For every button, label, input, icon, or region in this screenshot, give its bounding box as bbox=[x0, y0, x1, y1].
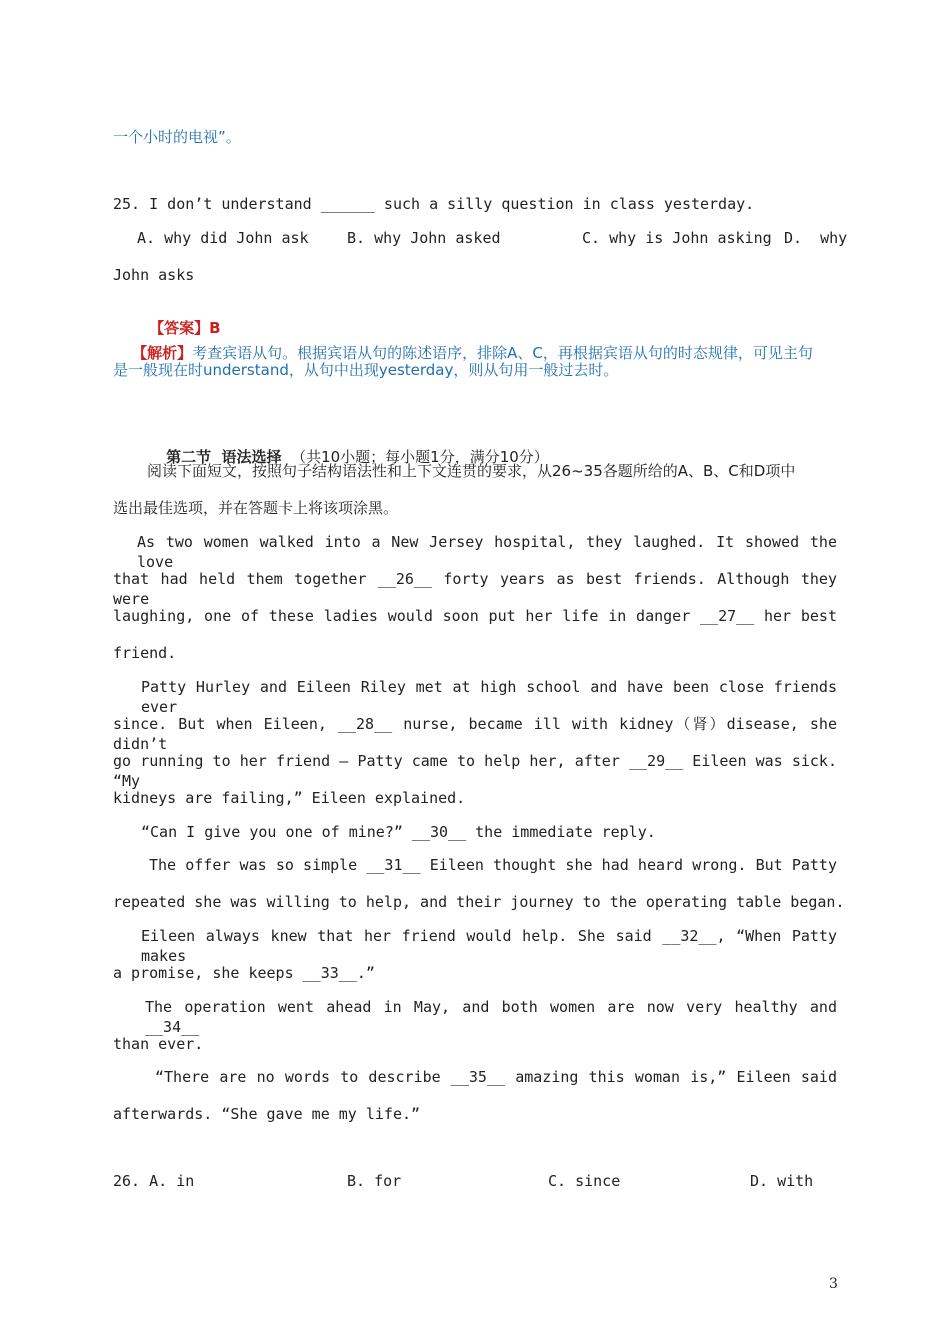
passage-line: afterwards. “She gave me my life.” bbox=[113, 1105, 421, 1123]
passage-line: As two women walked into a New Jersey hospital, they laughed. It showed the love bbox=[137, 533, 837, 571]
q26-option-c: C. since bbox=[548, 1172, 621, 1190]
q26-option-a: 26. A. in bbox=[113, 1172, 195, 1190]
passage-line: The offer was so simple __31__ Eileen thought she had heard wrong. But Patty bbox=[149, 856, 837, 874]
passage-line: since. But when Eileen, __28__ nurse, became ill with kidney（肾）disease, she didn’t bbox=[113, 715, 837, 753]
prev-explanation-tail: 一个小时的电视”。 bbox=[113, 128, 241, 146]
q26-option-b: B. for bbox=[347, 1172, 402, 1190]
page-number: 3 bbox=[829, 1276, 838, 1292]
q25-option-c: C. why is John asking bbox=[582, 229, 772, 247]
passage-line: go running to her friend — Patty came to help her, after __29__ Eileen was sick. “My bbox=[113, 752, 837, 790]
answer-value: B bbox=[209, 319, 221, 337]
instruction-line2: 选出最佳选项，并在答题卡上将该项涂黑。 bbox=[113, 499, 399, 517]
q25-option-d-part1: D. why bbox=[784, 229, 848, 247]
passage-line: repeated she was willing to help, and their journey to the operating table began. bbox=[113, 893, 845, 911]
passage-line: Patty Hurley and Eileen Riley met at high school and have been close friends ever bbox=[141, 678, 837, 716]
q25-option-d-part2: John asks bbox=[113, 266, 195, 284]
section2-heading-note: （共10小题；每小题1分，满分10分） bbox=[291, 448, 549, 466]
q25-analysis-line2: 是一般现在时understand，从句中出现yesterday，则从句用一般过去时。 bbox=[113, 361, 619, 379]
section2-heading: 第二节 语法选择 bbox=[166, 448, 282, 466]
passage-line: Eileen always knew that her friend would help. She said __32__, “When Patty makes bbox=[141, 927, 837, 965]
passage-line: laughing, one of these ladies would soon put her life in danger __27__ her best bbox=[113, 607, 837, 625]
instruction-line1: 阅读下面短文，按照句子结构语法性和上下文连贯的要求，从26~35各题所给的A、B、C和D项中 bbox=[147, 462, 796, 480]
passage-line: “Can I give you one of mine?” __30__ the immediate reply. bbox=[141, 823, 656, 841]
passage-line: than ever. bbox=[113, 1035, 204, 1053]
passage-line: friend. bbox=[113, 644, 177, 662]
q25-option-a: A. why did John ask bbox=[137, 229, 309, 247]
passage-line: that had held them together __26__ forty years as best friends. Although they were bbox=[113, 570, 837, 608]
passage-line: a promise, she keeps __33__.” bbox=[113, 964, 375, 982]
answer-label: 【答案】 bbox=[149, 319, 210, 337]
passage-line: kidneys are failing,” Eileen explained. bbox=[113, 789, 466, 807]
analysis-text-1: 考查宾语从句。根据宾语从句的陈述语序，排除A、C，再根据宾语从句的时态规律，可见主句 bbox=[192, 344, 813, 362]
q26-option-d: D. with bbox=[750, 1172, 814, 1190]
q25-option-b: B. why John asked bbox=[347, 229, 501, 247]
analysis-label: 【解析】 bbox=[132, 344, 193, 362]
q25-stem: 25. I don’t understand ______ such a silly question in class yesterday. bbox=[113, 195, 755, 213]
passage-line: “There are no words to describe __35__ amazing this woman is,” Eileen said bbox=[155, 1068, 837, 1086]
passage-line: The operation went ahead in May, and both women are now very healthy and __34__ bbox=[145, 998, 837, 1036]
